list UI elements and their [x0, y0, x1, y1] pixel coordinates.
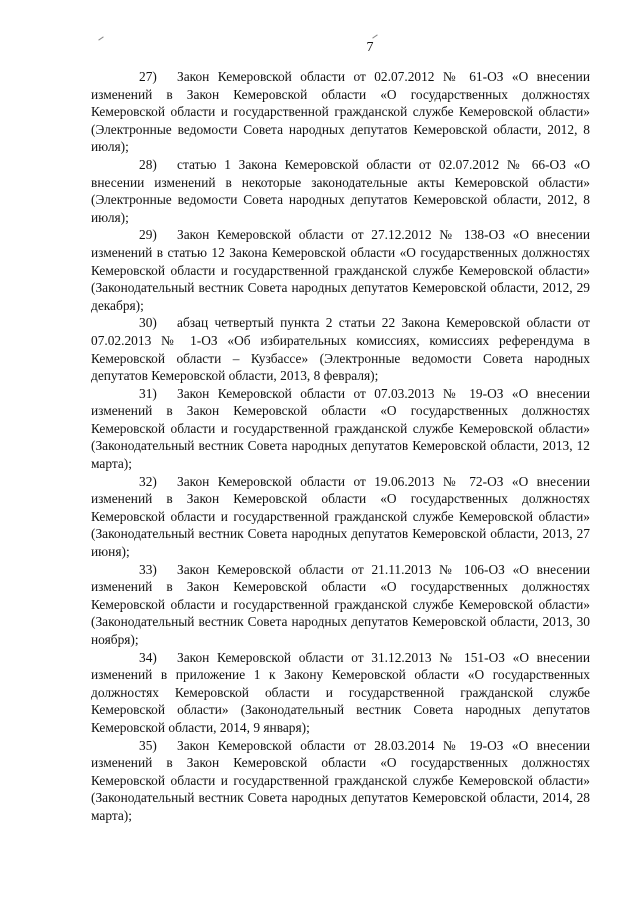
item-number: 35) — [139, 737, 157, 753]
list-item — [91, 156, 590, 226]
item-number: 29) — [139, 227, 157, 243]
item-text: абзац четвертый пункта 2 статьи 22 Закона Кемеровской области от 07.02.2013 № 1-ОЗ «Об избирательных комиссиях, комиссиях референдума в Кемеровской области – Кузбассе» (Электронные ведомости Совета народных депутатов Кемеровской области, 2013, 8 февраля); — [91, 315, 590, 384]
page-number: 7 — [366, 40, 374, 55]
item-text: статью 1 Закона Кемеровской области от 02.07.2012 № 66-ОЗ «О внесении изменений в некоторые законодательные акты Кемеровской области» (Электронные ведомости Совета народных депутатов Кемеровской области, 2012, 8 июля); — [91, 156, 590, 225]
list-item — [91, 649, 590, 737]
item-text: Закон Кемеровской области от 19.06.2013 № 72-ОЗ «О внесении изменений в Закон Кемеровской области «О государственных должностях Кемеровской области и государственной гражданской службе Кемеровской области» (Законодательный вестник Совета народных депутатов Кемеровской области, 2013, 27 июня); — [91, 473, 590, 560]
list-item — [91, 473, 590, 561]
list-item — [91, 68, 590, 156]
item-text: Закон Кемеровской области от 27.12.2012 № 138-ОЗ «О внесении изменений в статью 12 Закона Кемеровской области «О государственных должностях Кемеровской области и государственной гражданской службе Кемеровской области» (Законодательный вестник Совета народных депутатов Кемеровской области, 2012, 29 декабря); — [91, 227, 590, 313]
list-item — [91, 561, 590, 649]
item-text: Закон Кемеровской области от 21.11.2013 № 106-ОЗ «О внесении изменений в Закон Кемеровской области «О государственных должностях Кемеровской области и государственной гражданской службе Кемеровской области» (Законодательный вестник Совета народных депутатов Кемеровской области, 2013, 30 ноября); — [91, 561, 590, 647]
document-body — [91, 68, 590, 825]
item-number: 27) — [139, 69, 157, 84]
list-item — [91, 226, 590, 314]
item-text: Закон Кемеровской области от 31.12.2013 № 151-ОЗ «О внесении изменений в приложение 1 к Закону Кемеровской области «О государственных должностях Кемеровской области и государственной гражданской службе Кемеровской области» (Законодательный вестник Совета народных депутатов Кемеровской области, 2014, 9 января); — [91, 649, 590, 735]
item-number: 32) — [139, 473, 157, 489]
item-number: 28) — [139, 156, 157, 172]
item-number: 31) — [139, 385, 157, 401]
item-number: 30) — [139, 315, 157, 331]
item-text: Закон Кемеровской области от 07.03.2013 № 19-ОЗ «О внесении изменений в Закон Кемеровской области «О государственных должностях Кемеровской области и государственной гражданской службе Кемеровской области» (Законодательный вестник Совета народных депутатов Кемеровской области, 2013, 12 марта); — [91, 385, 590, 472]
list-item — [91, 385, 590, 473]
list-item — [91, 314, 590, 384]
item-text: Закон Кемеровской области от 02.07.2012 № 61-ОЗ «О внесении изменений в Закон Кемеровской области «О государственных должностях Кемеровской области и государственной гражданской службе Кемеровской области» (Электронные ведомости Совета народных депутатов Кемеровской области, 2012, 8 июля); — [91, 69, 590, 155]
item-text: Закон Кемеровской области от 28.03.2014 № 19-ОЗ «О внесении изменений в Закон Кемеровской области «О государственных должностях Кемеровской области и государственной гражданской службе Кемеровской области» (Законодательный вестник Совета народных депутатов Кемеровской области, 2014, 28 марта); — [91, 737, 590, 823]
item-number: 34) — [139, 649, 157, 665]
scan-speck — [372, 34, 377, 38]
list-item — [91, 737, 590, 825]
item-number: 33) — [139, 561, 157, 577]
